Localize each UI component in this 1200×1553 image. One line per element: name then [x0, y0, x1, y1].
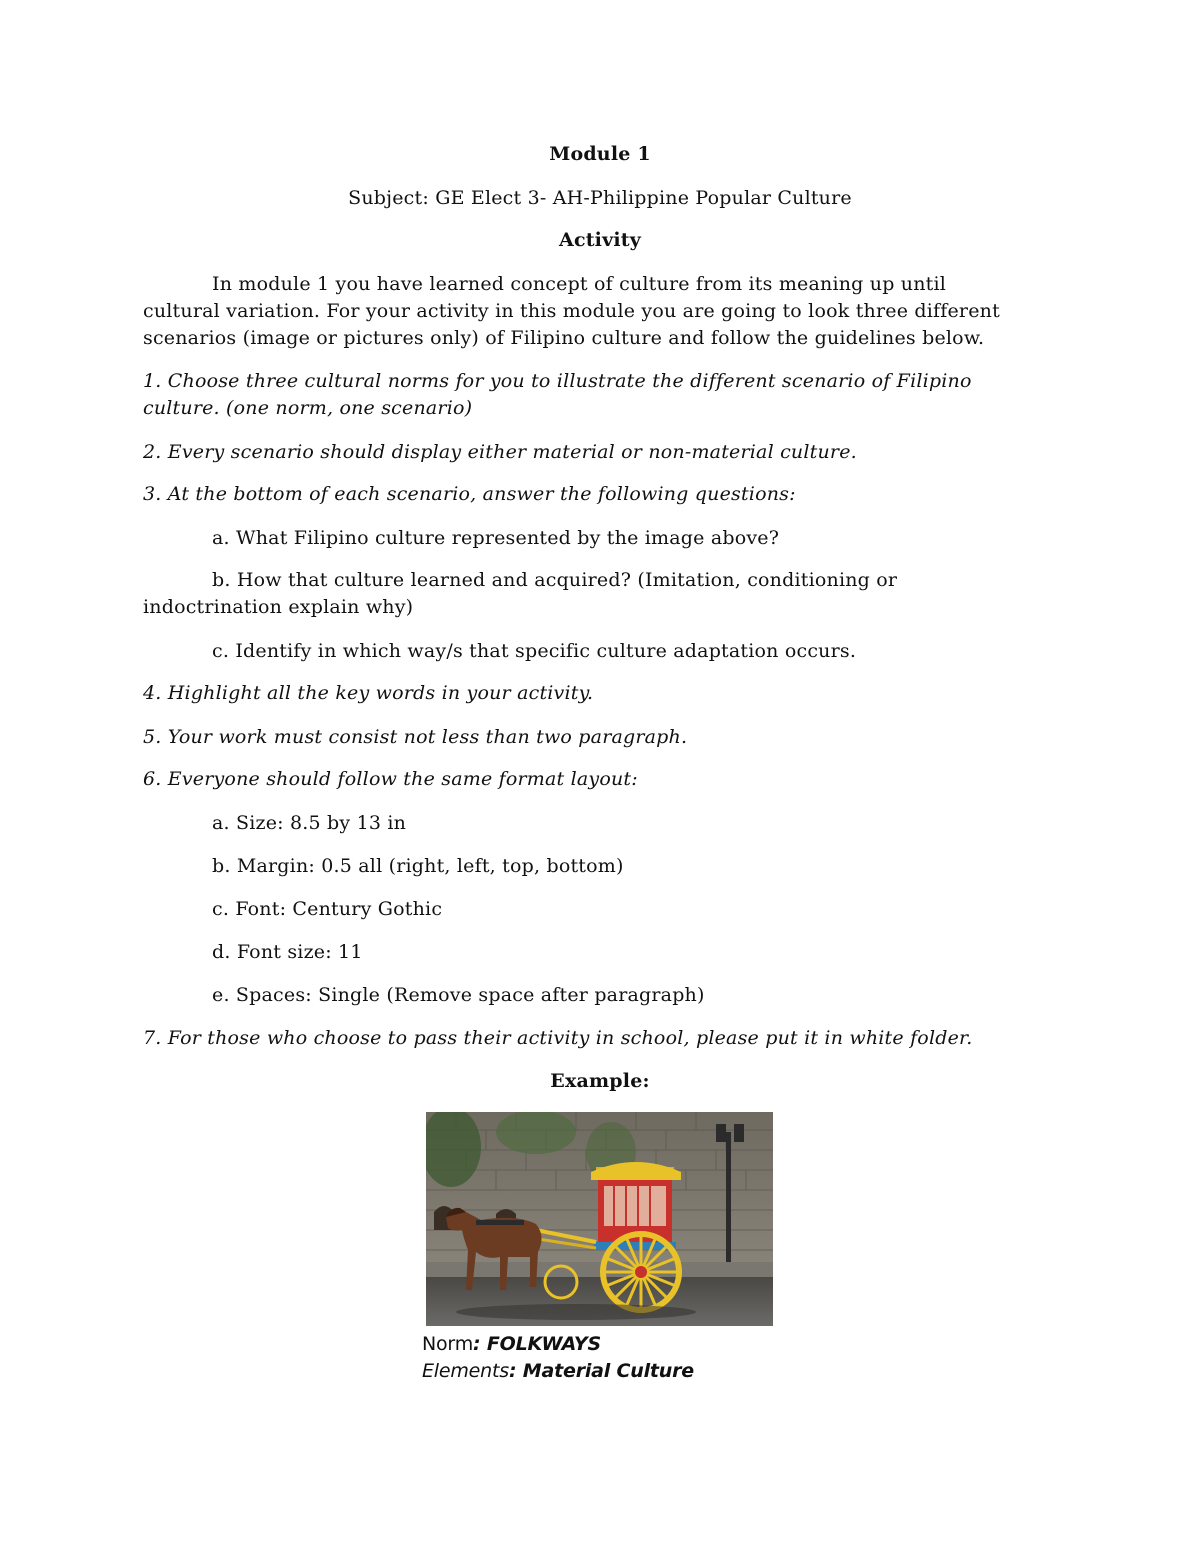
guideline-6b: b. Margin: 0.5 all (right, left, top, bottom) [212, 855, 624, 877]
norm-value: FOLKWAYS [486, 1333, 601, 1355]
guideline-6: 6. Everyone should follow the same format layout: [143, 768, 638, 790]
elements-separator: : [508, 1360, 523, 1382]
norm-label: Norm [422, 1333, 474, 1355]
guideline-5: 5. Your work must consist not less than two paragraph. [143, 726, 688, 748]
guideline-6e: e. Spaces: Single (Remove space after paragraph) [212, 984, 705, 1006]
guideline-3a: a. What Filipino culture represented by the image above? [212, 527, 780, 549]
guideline-2: 2. Every scenario should display either material or non-material culture. [143, 441, 857, 463]
guideline-1: 1. Choose three cultural norms for you to illustrate the different scenario of Filipino [143, 370, 972, 392]
elements-value: Material Culture [522, 1360, 694, 1382]
example-heading: Example: [550, 1070, 650, 1092]
guideline-6d: d. Font size: 11 [212, 941, 363, 963]
guideline-3b: b. How that culture learned and acquired? (Imitation, conditioning or [212, 569, 898, 591]
elements-label: Elements [422, 1360, 509, 1382]
intro-paragraph-line: In module 1 you have learned concept of culture from its meaning up until [212, 273, 947, 295]
intro-paragraph-line: scenarios (image or pictures only) of Filipino culture and follow the guidelines below. [143, 327, 985, 349]
guideline-1-cont: culture. (one norm, one scenario) [143, 397, 473, 419]
intro-paragraph-line: cultural variation. For your activity in this module you are going to look three different [143, 300, 1000, 322]
elements-caption [422, 1358, 694, 1384]
guideline-6a: a. Size: 8.5 by 13 in [212, 812, 407, 834]
norm-caption [422, 1331, 601, 1357]
page-title: Module 1 [549, 143, 651, 165]
guideline-4: 4. Highlight all the key words in your activity. [143, 682, 594, 704]
section-heading: Activity [559, 229, 641, 251]
guideline-3: 3. At the bottom of each scenario, answer the following questions: [143, 483, 796, 505]
subject-line: Subject: GE Elect 3- AH-Philippine Popular Culture [348, 187, 852, 209]
guideline-3c: c. Identify in which way/s that specific culture adaptation occurs. [212, 640, 857, 662]
guideline-6c: c. Font: Century Gothic [212, 898, 443, 920]
kalesa-photo [426, 1112, 773, 1326]
norm-separator: : [473, 1333, 487, 1355]
guideline-3b-cont: indoctrination explain why) [143, 596, 414, 618]
guideline-7: 7. For those who choose to pass their activity in school, please put it in white folder. [143, 1027, 973, 1049]
